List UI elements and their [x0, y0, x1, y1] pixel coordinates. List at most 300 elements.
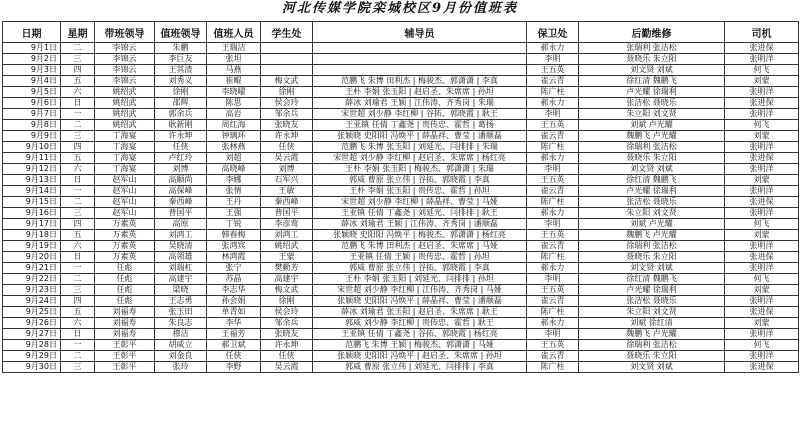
cell-driver: 张明洋 [725, 87, 799, 98]
table-row [3, 230, 799, 241]
cell-student-office: 吴云霞 [261, 362, 313, 373]
cell-duty-lead: 高保峰 [155, 186, 207, 197]
cell-maintenance: 刘文贤 刘斌 [579, 362, 725, 373]
cell-counselors [313, 65, 527, 76]
cell-date: 9月13日 [3, 175, 61, 186]
table-row [3, 197, 799, 208]
cell-date: 9月11日 [3, 153, 61, 164]
cell-lead: 丁海宴 [95, 142, 155, 153]
cell-weekday: 二 [61, 43, 95, 54]
cell-date: 9月29日 [3, 351, 61, 362]
table-body [3, 43, 799, 373]
cell-maintenance: 朱立阳 刘文贤 [579, 208, 725, 219]
cell-weekday: 日 [61, 98, 95, 109]
cell-duty-lead: 高建宇 [155, 274, 207, 285]
cell-duty-lead: 朱鹏 [155, 43, 207, 54]
cell-driver: 刘蒙 [725, 318, 799, 329]
header-duty-lead: 值班领导 [155, 22, 207, 43]
cell-date: 9月5日 [3, 87, 61, 98]
cell-weekday: 一 [61, 340, 95, 351]
cell-security: 雀云青 [527, 76, 579, 87]
cell-date: 9月2日 [3, 54, 61, 65]
cell-security: 王五英 [527, 65, 579, 76]
cell-driver: 张明洋 [725, 54, 799, 65]
cell-lead: 李锦云 [95, 54, 155, 65]
cell-duty-lead: 王志勇 [155, 296, 207, 307]
cell-maintenance: 卢光耀 徐瑞利 [579, 285, 725, 296]
cell-date: 9月1日 [3, 43, 61, 54]
cell-driver: 张明洋 [725, 109, 799, 120]
cell-maintenance: 聂晓乐 朱立阳 [579, 252, 725, 263]
cell-date: 9月15日 [3, 197, 61, 208]
cell-maintenance: 徐红清 魏鹏飞 [579, 175, 725, 186]
cell-student-office: 普国平 [261, 208, 313, 219]
cell-student-office: 许永坤 [261, 131, 313, 142]
cell-duty-lead: 李巨友 [155, 54, 207, 65]
cell-lead: 姚绍武 [95, 120, 155, 131]
cell-security: 雀云青 [527, 186, 579, 197]
cell-lead: 刘福寿 [95, 318, 155, 329]
cell-security: 王五英 [527, 285, 579, 296]
cell-duty-lead: 普国平 [155, 208, 207, 219]
cell-maintenance: 卢光耀 徐瑞利 [579, 186, 725, 197]
cell-driver: 何飞 [725, 65, 799, 76]
cell-driver: 刘蒙 [725, 131, 799, 142]
cell-driver: 张进保 [725, 362, 799, 373]
cell-student-office: 侯会玲 [261, 307, 313, 318]
cell-student-office: 梅文武 [261, 76, 313, 87]
cell-duty-staff: 李华 [207, 318, 261, 329]
cell-weekday: 四 [61, 296, 95, 307]
cell-lead: 任彪 [95, 274, 155, 285]
cell-security: 李明 [527, 109, 579, 120]
cell-duty-lead: 刘博 [155, 164, 207, 175]
header-lead: 带班领导 [95, 22, 155, 43]
cell-weekday: 五 [61, 153, 95, 164]
cell-counselors: 王朴 李娟 张玉阳 | 梅骏杰、郭潇潇 | 朱瑞 [313, 164, 527, 175]
cell-driver: 张明洋 [725, 329, 799, 340]
cell-driver: 何飞 [725, 120, 799, 131]
cell-counselors: 薛冰 刘瑜君 张玉阳 | 赵启圣、朱席席 | 耿王 [313, 307, 527, 318]
cell-duty-staff: 林鸿霞 [207, 252, 261, 263]
table-row [3, 153, 799, 164]
cell-driver: 张明洋 [725, 164, 799, 175]
cell-counselors [313, 54, 527, 65]
cell-student-office: 张晓友 [261, 329, 313, 340]
cell-duty-lead: 卢红玲 [155, 153, 207, 164]
header-row [3, 22, 799, 43]
cell-duty-lead: 许永坤 [155, 131, 207, 142]
cell-weekday: 五 [61, 307, 95, 318]
table-row [3, 54, 799, 65]
cell-duty-staff: 郝卫斌 [207, 340, 261, 351]
cell-duty-lead: 朱良志 [155, 318, 207, 329]
cell-maintenance: 刘文贤 刘斌 [579, 263, 725, 274]
cell-driver: 刘蒙 [725, 285, 799, 296]
cell-maintenance: 张洁松 聂晓乐 [579, 197, 725, 208]
cell-date: 9月12日 [3, 164, 61, 175]
cell-weekday: 五 [61, 230, 95, 241]
cell-duty-staff: 李志华 [207, 285, 261, 296]
table-row [3, 164, 799, 175]
header-security: 保卫处 [527, 22, 579, 43]
cell-student-office: 石军兴 [261, 175, 313, 186]
cell-lead: 任彪 [95, 285, 155, 296]
table-row [3, 142, 799, 153]
cell-counselors: 范鹏飞 朱博 张玉阳 | 刘延光、闫排排 | 朱瑞 [313, 142, 527, 153]
cell-duty-lead: 吴晓清 [155, 241, 207, 252]
cell-lead: 李锦云 [95, 76, 155, 87]
header-driver: 司机 [725, 22, 799, 43]
table-row [3, 98, 799, 109]
duty-table [2, 21, 799, 373]
table-row [3, 351, 799, 362]
cell-duty-staff: 张宁 [207, 263, 261, 274]
cell-security: 陈广柱 [527, 252, 579, 263]
cell-driver: 张进保 [725, 98, 799, 109]
cell-student-office: 徐刚 [261, 296, 313, 307]
cell-student-office: 刘鸿工 [261, 230, 313, 241]
cell-student-office: 刘博 [261, 164, 313, 175]
cell-maintenance: 刘斌 卢光耀 [579, 219, 725, 230]
cell-security: 雀云青 [527, 351, 579, 362]
cell-counselors: 范鹏飞 朱博 王颖 | 梅骏杰、郭潇潇 | 马娅 [313, 340, 527, 351]
table-row [3, 340, 799, 351]
header-date: 日期 [3, 22, 61, 43]
cell-counselors: 王朴 李娟 张玉阳 | 赵启圣、朱席席 | 孙坦 [313, 87, 527, 98]
cell-maintenance: 魏鹏飞 卢光耀 [579, 230, 725, 241]
cell-student-office [261, 43, 313, 54]
cell-lead: 万素英 [95, 241, 155, 252]
cell-security: 郝永力 [527, 43, 579, 54]
cell-student-office: 吴云霞 [261, 153, 313, 164]
table-row [3, 65, 799, 76]
cell-date: 9月30日 [3, 362, 61, 373]
cell-student-office: 张晓友 [261, 120, 313, 131]
cell-student-office [261, 65, 313, 76]
cell-security: 李明 [527, 164, 579, 175]
cell-lead: 任彪 [95, 263, 155, 274]
cell-duty-lead: 耿新刚 [155, 120, 207, 131]
cell-counselors: 薛冰 刘瑜君 王颖 | 江伟涛、齐秀岗 | 朱瑞 [313, 98, 527, 109]
cell-duty-staff: 张坦 [207, 54, 261, 65]
cell-lead: 赵军山 [95, 208, 155, 219]
cell-driver: 张明洋 [725, 241, 799, 252]
cell-driver: 张明洋 [725, 186, 799, 197]
cell-lead: 王彰平 [95, 351, 155, 362]
cell-weekday: 二 [61, 274, 95, 285]
cell-maintenance: 刘斌 徐红清 [579, 318, 725, 329]
cell-duty-staff: 高晓峰 [207, 164, 261, 175]
cell-duty-staff: 王瑞洁 [207, 43, 261, 54]
table-row [3, 362, 799, 373]
cell-counselors: 宋世超 刘少静 李红柳 | 江伟涛、齐秀岗 | 马娅 [313, 285, 527, 296]
cell-maintenance: 张瑞利 张洁松 [579, 43, 725, 54]
table-row [3, 175, 799, 186]
cell-counselors: 范鹏飞 朱博 田利杰 | 赵启圣、朱席席 | 马娅 [313, 241, 527, 252]
cell-duty-staff: 李娜 [207, 175, 261, 186]
cell-duty-staff: 李晓曜 [207, 87, 261, 98]
cell-weekday: 三 [61, 285, 95, 296]
cell-lead: 姚绍武 [95, 98, 155, 109]
cell-lead: 万素英 [95, 219, 155, 230]
cell-date: 9月8日 [3, 120, 61, 131]
cell-lead: 姚绍武 [95, 87, 155, 98]
cell-student-office: 姚绍武 [261, 241, 313, 252]
cell-security: 雀云青 [527, 131, 579, 142]
cell-maintenance: 张洁松 聂晓乐 [579, 98, 725, 109]
cell-maintenance: 刘斌 卢光耀 [579, 120, 725, 131]
cell-student-office: 秦西峰 [261, 197, 313, 208]
table-row [3, 329, 799, 340]
cell-date: 9月10日 [3, 142, 61, 153]
cell-maintenance: 魏鹏飞 卢光耀 [579, 329, 725, 340]
cell-duty-lead: 郭余兵 [155, 109, 207, 120]
cell-weekday: 一 [61, 263, 95, 274]
cell-lead: 赵军山 [95, 175, 155, 186]
cell-counselors: 郭威 曹原 张立伟 | 谷拓、郭晓霞 | 李真 [313, 175, 527, 186]
cell-maintenance: 刘文贤 刘斌 [579, 65, 725, 76]
cell-counselors: 张颖晓 史阳阳 冯焕平 | 薛晶祥、曹莹 | 潘顺磊 [313, 296, 527, 307]
cell-duty-lead: 胡威立 [155, 340, 207, 351]
cell-weekday: 五 [61, 76, 95, 87]
table-row [3, 43, 799, 54]
cell-driver: 张进保 [725, 43, 799, 54]
cell-duty-staff: 韩春梅 [207, 230, 261, 241]
cell-maintenance: 徐瑞利 张洁松 [579, 241, 725, 252]
cell-weekday: 二 [61, 351, 95, 362]
cell-weekday: 日 [61, 329, 95, 340]
table-row [3, 285, 799, 296]
cell-weekday: 三 [61, 208, 95, 219]
table-row [3, 296, 799, 307]
cell-date: 9月26日 [3, 318, 61, 329]
cell-driver: 张进保 [725, 197, 799, 208]
cell-date: 9月21日 [3, 263, 61, 274]
cell-maintenance: 徐瑞利 张洁松 [579, 340, 725, 351]
cell-student-office: 邹余兵 [261, 318, 313, 329]
cell-weekday: 六 [61, 87, 95, 98]
table-row [3, 274, 799, 285]
cell-maintenance: 卢光耀 徐瑞利 [579, 87, 725, 98]
header-student-office: 学生处 [261, 22, 313, 43]
cell-security: 郝永力 [527, 318, 579, 329]
cell-security: 陈广柱 [527, 87, 579, 98]
cell-security: 郝永力 [527, 263, 579, 274]
cell-duty-staff: 单青如 [207, 307, 261, 318]
cell-duty-staff: 高岩 [207, 109, 261, 120]
cell-duty-lead: 张玲 [155, 362, 207, 373]
cell-duty-staff: 陈思 [207, 98, 261, 109]
cell-driver: 张明洋 [725, 263, 799, 274]
cell-date: 9月18日 [3, 230, 61, 241]
cell-duty-lead: 刘秀义 [155, 76, 207, 87]
header-weekday: 星期 [61, 22, 95, 43]
cell-counselors: 王亚镇 任倩 丁鑫尧 | 贵传忠、霍哲 | 葛扬 [313, 120, 527, 131]
cell-security: 李明 [527, 329, 579, 340]
cell-counselors: 王朴 李娟 张玉阳 | 贵传忠、霍哲 | 孙坦 [313, 186, 527, 197]
cell-counselors: 张颖晓 史阳阳 冯焕平 | 梅骏杰、郭潇潇 | 杨红亮 [313, 230, 527, 241]
cell-security: 王五英 [527, 340, 579, 351]
cell-driver: 张明洋 [725, 142, 799, 153]
cell-duty-lead: 秦西峰 [155, 197, 207, 208]
cell-student-office: 许永坤 [261, 340, 313, 351]
cell-student-office: 任侠 [261, 351, 313, 362]
cell-duty-staff: 王丹 [207, 197, 261, 208]
cell-duty-staff: 张鸿宾 [207, 241, 261, 252]
header-counselors: 辅导员 [313, 22, 527, 43]
cell-maintenance: 朱立阳 刘文贤 [579, 307, 725, 318]
cell-driver: 张明洋 [725, 351, 799, 362]
cell-weekday: 二 [61, 120, 95, 131]
cell-duty-lead: 张玉田 [155, 307, 207, 318]
table-row [3, 208, 799, 219]
cell-duty-lead: 刘金良 [155, 351, 207, 362]
cell-date: 9月7日 [3, 109, 61, 120]
cell-counselors: 王亚镇 任倩 王颖 | 贵传忠、霍哲 | 孙坦 [313, 252, 527, 263]
cell-duty-staff: 钟璃环 [207, 131, 261, 142]
cell-date: 9月19日 [3, 241, 61, 252]
cell-counselors: 宋世超 刘少静 李红柳 | 谷拓、郭晓霞 | 耿王 [313, 109, 527, 120]
cell-duty-staff: 张情 [207, 186, 261, 197]
cell-driver: 何飞 [725, 219, 799, 230]
cell-security: 郝永力 [527, 208, 579, 219]
cell-student-office: 王蒙 [261, 252, 313, 263]
cell-maintenance: 刘文贤 刘斌 [579, 164, 725, 175]
cell-security: 雀云青 [527, 296, 579, 307]
cell-lead: 任彪 [95, 296, 155, 307]
cell-duty-staff: 崔鲲 [207, 76, 261, 87]
cell-duty-lead: 徐刚 [155, 87, 207, 98]
cell-maintenance: 聂晓乐 朱立阳 [579, 351, 725, 362]
cell-lead: 李锦云 [95, 65, 155, 76]
cell-duty-lead: 刘鸿工 [155, 230, 207, 241]
cell-weekday: 二 [61, 197, 95, 208]
cell-student-office: 樊勤芳 [261, 263, 313, 274]
table-row [3, 318, 799, 329]
cell-date: 9月9日 [3, 131, 61, 142]
cell-counselors: 郭威 曹原 张立伟 | 刘延光、闫排排 | 李真 [313, 362, 527, 373]
cell-security: 郝永力 [527, 98, 579, 109]
cell-duty-staff: 李野 [207, 362, 261, 373]
cell-driver: 何飞 [725, 340, 799, 351]
cell-driver: 刘蒙 [725, 230, 799, 241]
cell-student-office: 徐刚 [261, 87, 313, 98]
cell-weekday: 一 [61, 109, 95, 120]
cell-lead: 万素英 [95, 252, 155, 263]
cell-duty-staff: 苏晶 [207, 274, 261, 285]
cell-date: 9月3日 [3, 65, 61, 76]
cell-maintenance: 徐红清 魏鹏飞 [579, 76, 725, 87]
cell-lead: 王彰平 [95, 340, 155, 351]
cell-driver: 张进保 [725, 252, 799, 263]
cell-duty-staff: 周红海 [207, 120, 261, 131]
cell-driver: 张进保 [725, 307, 799, 318]
cell-driver: 何飞 [725, 274, 799, 285]
cell-counselors: 王亚镇 任倩 丁鑫尧 | 刘延光、闫排排 | 耿王 [313, 208, 527, 219]
cell-counselors: 范鹏飞 朱博 田利杰 | 梅骏杰、郭潇潇 | 李真 [313, 76, 527, 87]
table-row [3, 109, 799, 120]
cell-driver: 张明洋 [725, 296, 799, 307]
cell-student-office: 梅文武 [261, 285, 313, 296]
cell-counselors: 郭威 曹原 张立伟 | 谷拓、郭晓霞 | 李真 [313, 263, 527, 274]
table-row [3, 241, 799, 252]
cell-duty-lead: 高顺尚 [155, 175, 207, 186]
cell-duty-lead: 邵辉 [155, 98, 207, 109]
table-row [3, 87, 799, 98]
table-row [3, 307, 799, 318]
cell-duty-staff: 张林燕 [207, 142, 261, 153]
cell-lead: 丁海宴 [95, 164, 155, 175]
cell-maintenance: 聂晓乐 朱立阳 [579, 54, 725, 65]
cell-lead: 王彰平 [95, 362, 155, 373]
cell-duty-staff: 刘超 [207, 153, 261, 164]
cell-date: 9月14日 [3, 186, 61, 197]
cell-date: 9月20日 [3, 252, 61, 263]
cell-weekday: 四 [61, 219, 95, 230]
cell-duty-lead: 王其渣 [155, 65, 207, 76]
cell-lead: 丁海宴 [95, 153, 155, 164]
cell-duty-lead: 高领雄 [155, 252, 207, 263]
cell-counselors: 王朴 李娟 张玉阳 | 刘延光、闫排排 | 孙坦 [313, 274, 527, 285]
cell-maintenance: 徐瑞利 张洁松 [579, 142, 725, 153]
cell-duty-lead: 梁晓 [155, 285, 207, 296]
cell-weekday: 日 [61, 175, 95, 186]
cell-security: 王五英 [527, 120, 579, 131]
page-title: 河北传媒学院栾城校区9月份值班表 [281, 1, 519, 16]
cell-security: 雀云青 [527, 241, 579, 252]
cell-student-office [261, 54, 313, 65]
cell-duty-staff: 任侠 [207, 351, 261, 362]
cell-security: 陈广柱 [527, 362, 579, 373]
cell-weekday: 日 [61, 252, 95, 263]
cell-weekday: 三 [61, 131, 95, 142]
cell-date: 9月6日 [3, 98, 61, 109]
cell-duty-lead: 穆洁 [155, 329, 207, 340]
table-row [3, 131, 799, 142]
cell-driver: 刘蒙 [725, 175, 799, 186]
cell-security: 李明 [527, 274, 579, 285]
cell-driver: 张进保 [725, 153, 799, 164]
cell-date: 9月28日 [3, 340, 61, 351]
cell-driver: 刘蒙 [725, 76, 799, 87]
table-row [3, 76, 799, 87]
cell-duty-lead: 刘瑞杠 [155, 263, 207, 274]
table-row [3, 219, 799, 230]
cell-counselors [313, 43, 527, 54]
cell-weekday: 六 [61, 241, 95, 252]
cell-student-office: 高建宇 [261, 274, 313, 285]
header-duty-staff: 值班人员 [207, 22, 261, 43]
cell-security: 郝永力 [527, 153, 579, 164]
cell-security: 王五英 [527, 230, 579, 241]
cell-lead: 赵军山 [95, 186, 155, 197]
cell-security: 陈广柱 [527, 142, 579, 153]
cell-maintenance: 朱立阳 刘文贤 [579, 109, 725, 120]
cell-weekday: 一 [61, 186, 95, 197]
cell-duty-staff: 王福芳 [207, 329, 261, 340]
cell-date: 9月25日 [3, 307, 61, 318]
cell-duty-staff: 孙会娟 [207, 296, 261, 307]
cell-counselors: 宋世超 刘少静 李红柳 | 赵启圣、朱席席 | 杨红亮 [313, 153, 527, 164]
cell-maintenance: 张洁松 聂晓乐 [579, 296, 725, 307]
cell-security: 李明 [527, 219, 579, 230]
table-row [3, 263, 799, 274]
cell-counselors: 宋世超 刘少静 李红柳 | 薛晶祥、曹莹 | 马娅 [313, 197, 527, 208]
cell-date: 9月16日 [3, 208, 61, 219]
cell-date: 9月4日 [3, 76, 61, 87]
cell-duty-staff: 王强 [207, 208, 261, 219]
